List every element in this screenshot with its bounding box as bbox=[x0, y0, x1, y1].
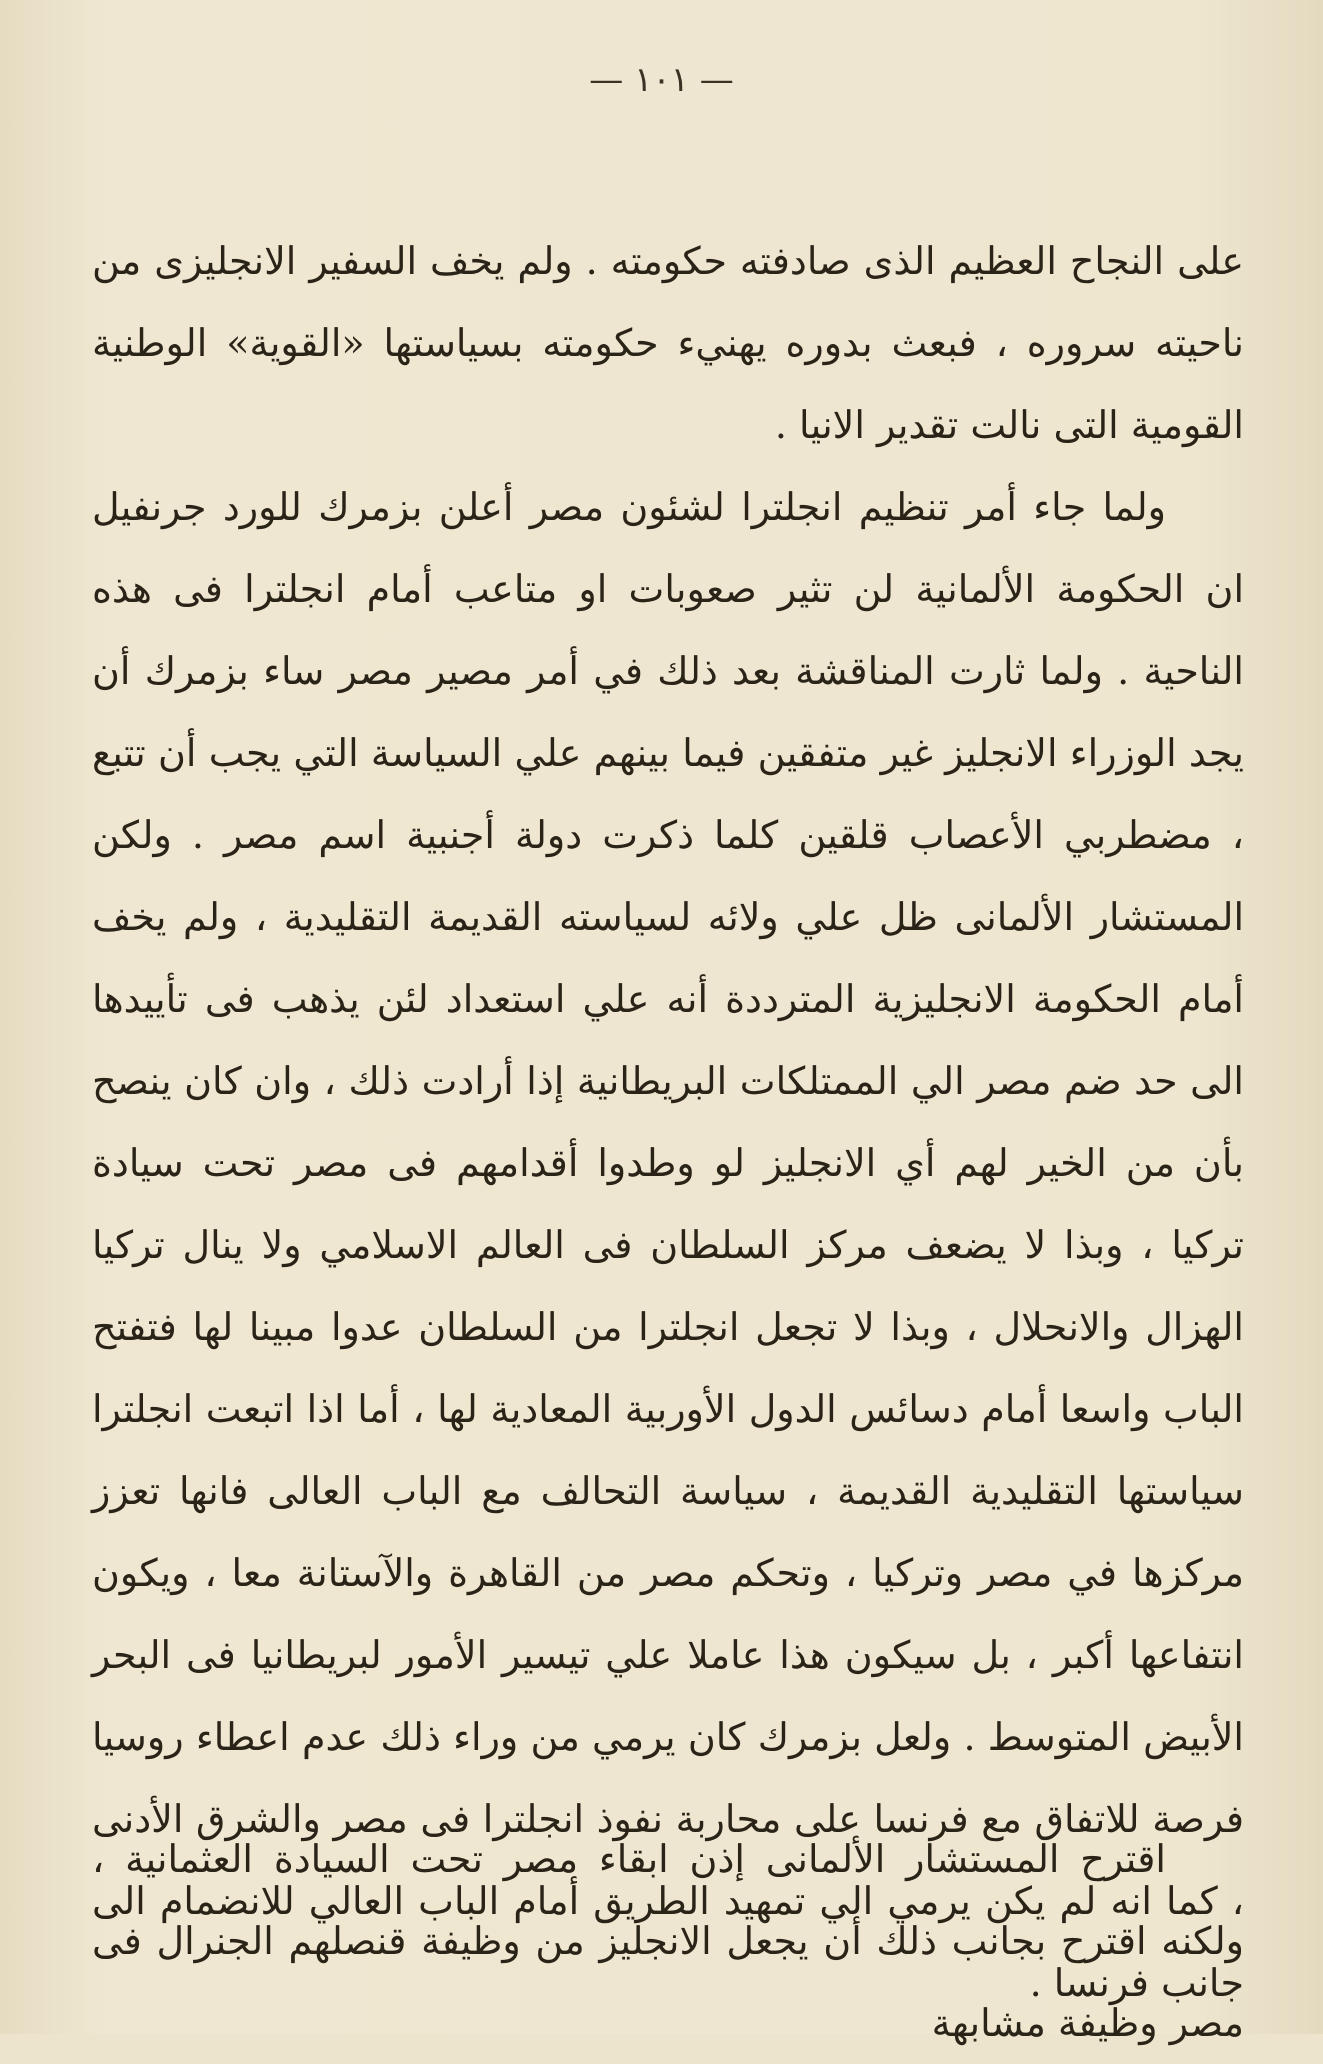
page-number: — ١٠١ — bbox=[589, 60, 734, 100]
paragraph-text: ولما جاء أمر تنظيم انجلترا لشئون مصر أعلن بزمرك للورد جرنفيل ان الحكومة الألمانية لن تثير صعوبات او متاعب أمام انجلترا فى هذه الناحية . ولما ثارت المناقشة بعد ذلك في أمر مصير مصر ساء بزمرك أن يجد الوزراء الانجليز غير متفقين فيما بينهم علي السياسة التي يجب أن تتبع ، مضطربي الأعصاب قلقين كلما ذكرت دولة أجنبية اسم مصر . ولكن المستشار الألمانى ظل علي ولائه لسياسته القديمة التقليدية ، ولم يخف أمام الحكومة الانجليزية المترددة أنه علي استعداد لئن يذهب فى تأييدها الى حد ضم مصر الي الممتلكات البريطانية إذا أرادت ذلك ، وان كان ينصح بأن من الخير لهم أي الانجليز لو وطدوا أقدامهم فى مصر تحت سيادة تركيا ، وبذا لا يضعف مركز السلطان فى العالم الاسلامي ولا ينال تركيا الهزال والانحلال ، وبذا لا تجعل انجلترا من السلطان عدوا مبينا لها فتفتح الباب واسعا أمام دسائس الدول الأوربية المعادية لها ، أما اذا اتبعت انجلترا سياستها التقليدية القديمة ، سياسة التحالف مع الباب العالى فانها تعزز مركزها في مصر وتركيا ، وتحكم مصر من القاهرة والآستانة معا ، ويكون انتفاعها أكبر ، بل سيكون هذا عاملا علي تيسير الأمور لبريطانيا فى البحر الأبيض المتوسط . ولعل بزمرك كان يرمي من وراء ذلك عدم اعطاء روسيا فرصة للاتفاق مع فرنسا على محاربة نفوذ انجلترا فى مصر والشرق الأدنى ، كما انه لم يكن يرمي الي تمهيد الطريق أمام الباب العالي للانضمام الى جانب فرنسا . bbox=[92, 485, 1245, 2005]
paragraph-text: اقترح المستشار الألمانى إذن ابقاء مصر تحت السيادة العثمانية ، ولكنه اقترح بجانب ذلك أن يجعل الانجليز من وظيفة قنصلهم الجنرال فى مصر وظيفة مشابهة bbox=[92, 1837, 1244, 2045]
paragraph-text: على النجاح العظيم الذى صادفته حكومته . ولم يخف السفير الانجليزى من ناحيته سروره ، فبعث بدوره يهنيء حكومته بسياستها «القوية» الوطنية القومية التى نالت تقدير الانيا . bbox=[92, 239, 1244, 447]
paragraph-1 bbox=[92, 220, 1244, 466]
paragraph-3 bbox=[92, 1818, 1244, 2064]
paragraph-2 bbox=[92, 466, 1244, 2024]
